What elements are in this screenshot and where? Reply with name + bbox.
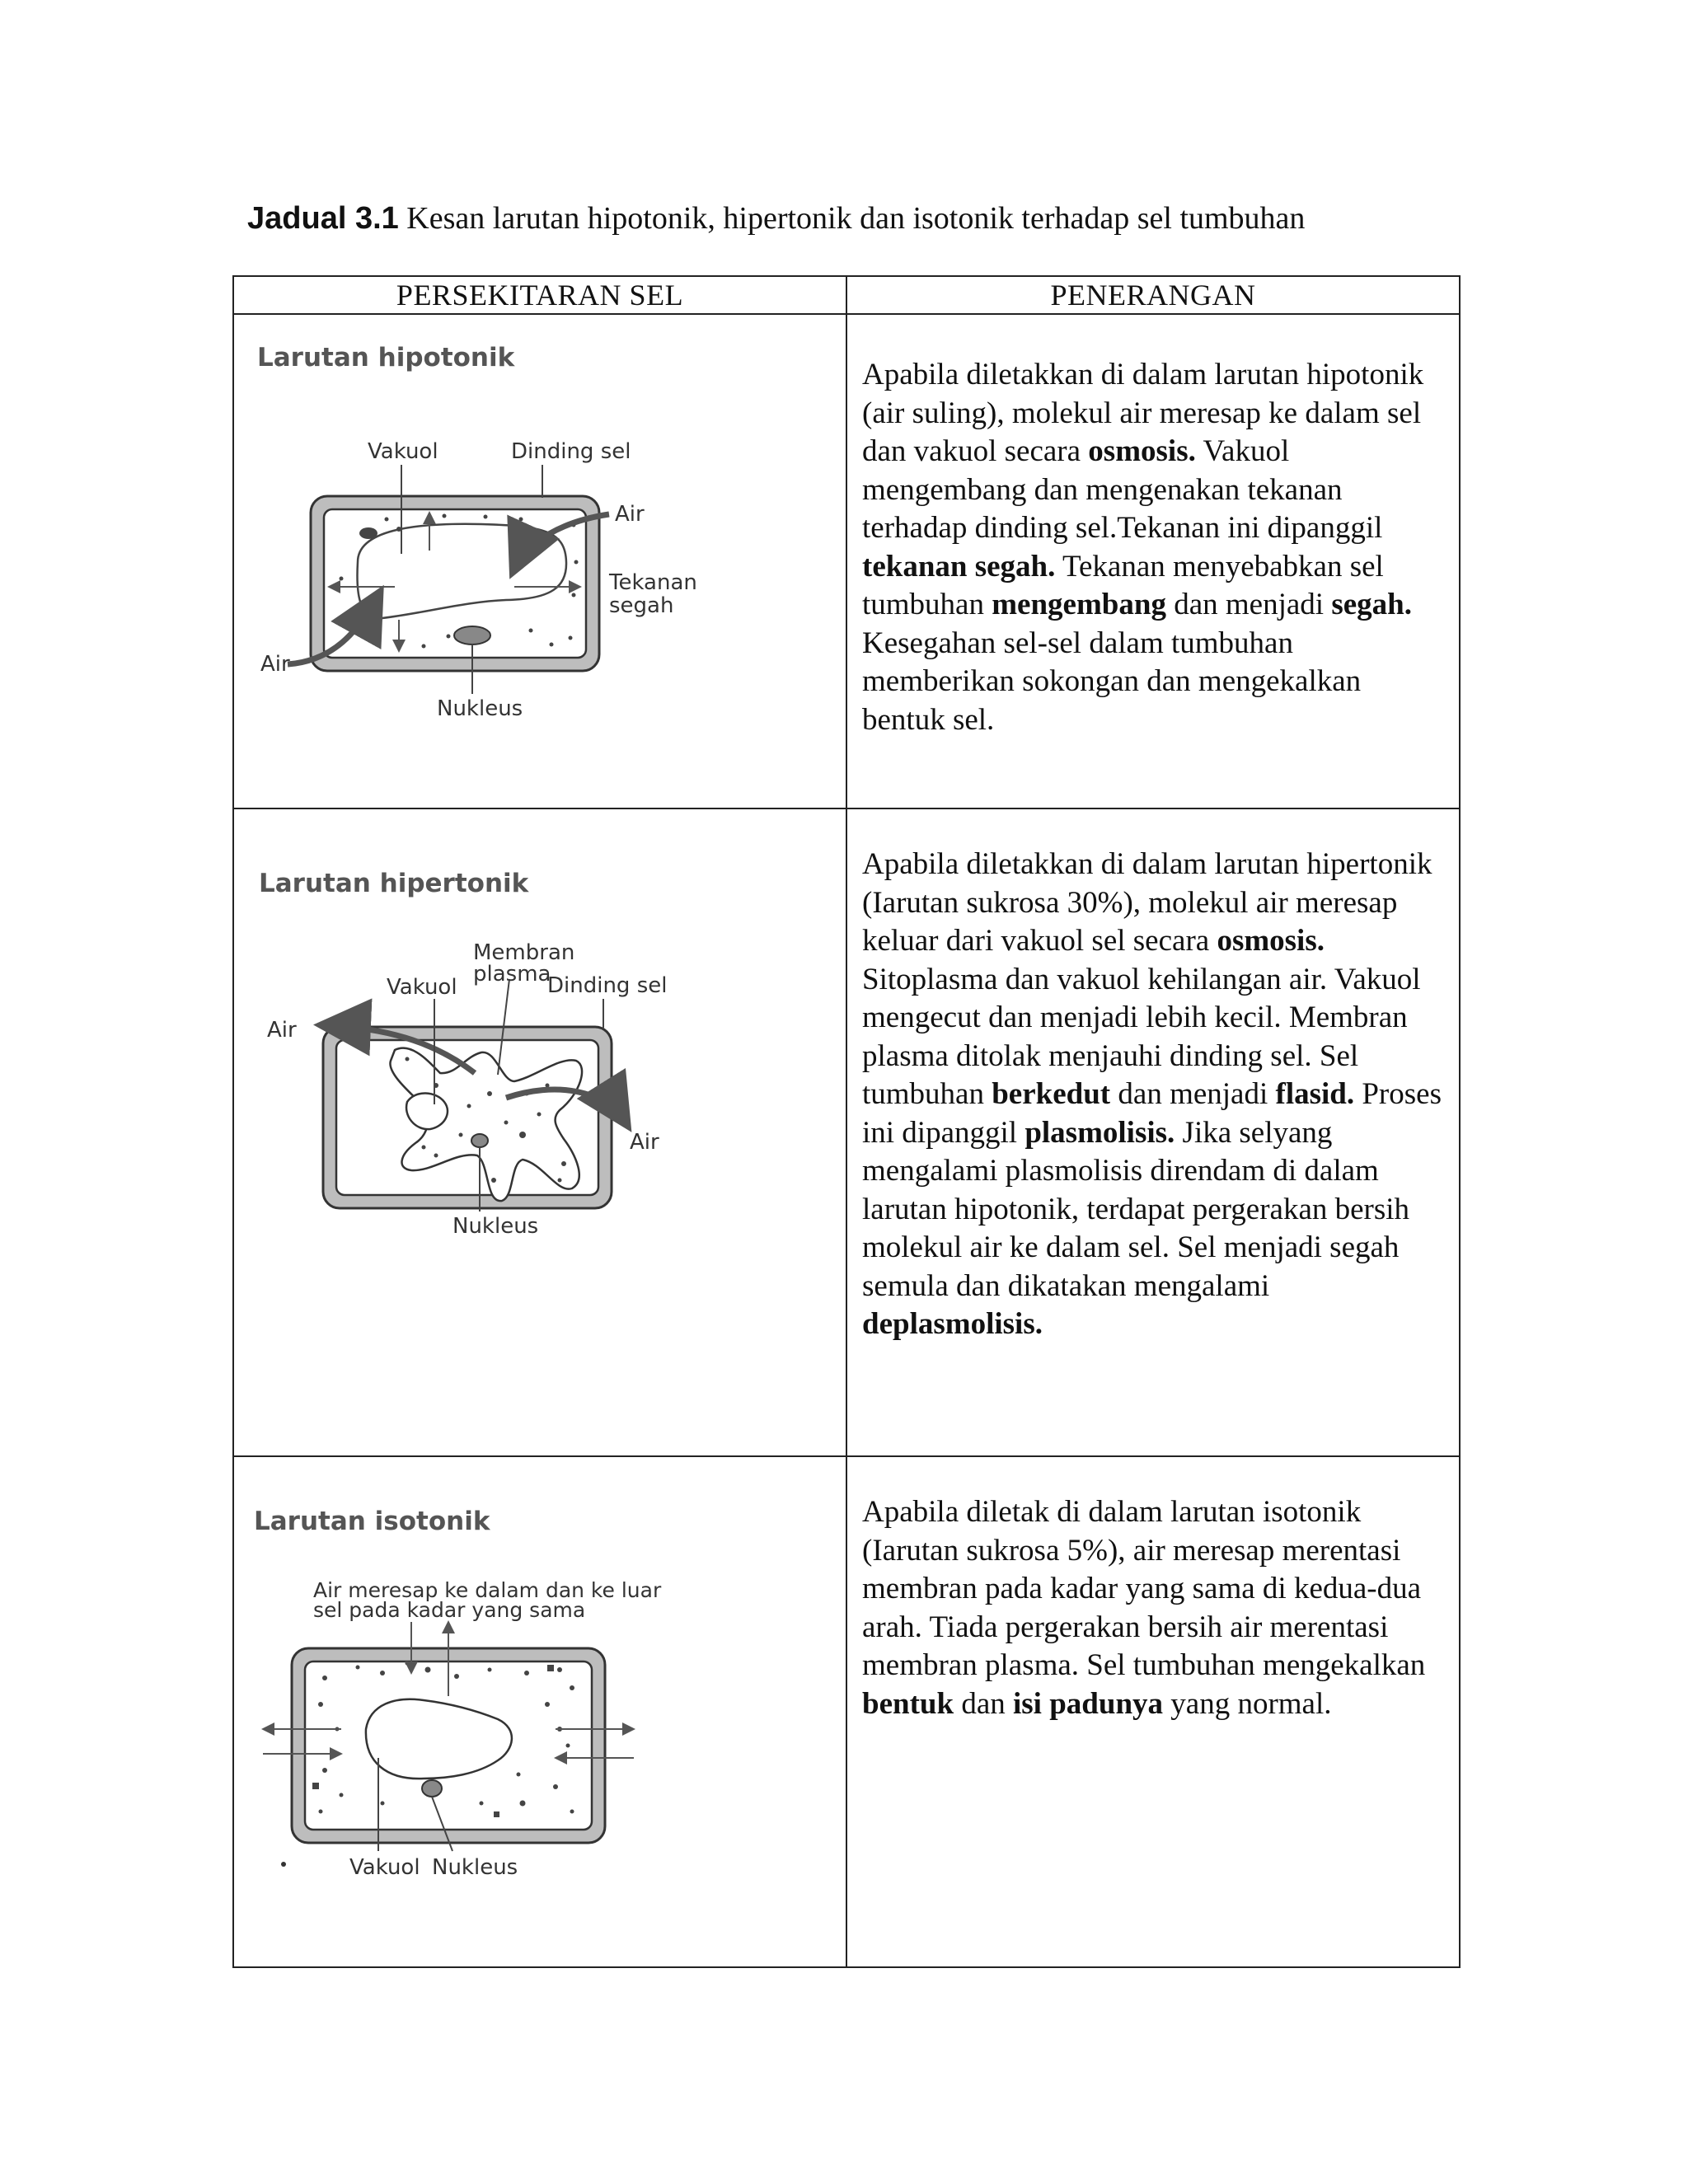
- hypotonic-cell-diagram: [234, 315, 846, 809]
- bold-term: berkedut: [992, 1077, 1111, 1111]
- label-plasma: plasma: [473, 962, 551, 987]
- header-penerangan: PENERANGAN: [846, 276, 1460, 314]
- description-text: Apabila diletak di dalam larutan isotonik (Iarutan sukrosa 5%), air meresap merentasi membran pada kadar yang sama di kedua-dua arah. Tiada pergerakan bersih air merentasi membran plasma. Sel tumbuhan mengekalkan: [862, 1495, 1426, 1682]
- table-row-hipotonik: [233, 314, 1460, 808]
- figure-cell-hipotonik: [233, 314, 846, 808]
- description-hipertonik: [847, 846, 1459, 1344]
- label-top-line1: Air meresap ke dalam dan ke luar: [313, 1578, 662, 1602]
- description-cell-isotonik: [846, 1456, 1460, 1967]
- label-air-in: Air: [615, 502, 645, 527]
- table-row-hipertonik: [233, 808, 1460, 1456]
- figure-cell-hipertonik: [233, 808, 846, 1456]
- table-header-row: [233, 276, 1460, 314]
- label-membran: Membran: [473, 940, 575, 965]
- bold-term: deplasmolisis.: [862, 1307, 1043, 1341]
- label-segah: segah: [609, 593, 674, 618]
- label-dinding-sel: Dinding sel: [547, 973, 668, 998]
- label-vakuol: Vakuol: [349, 1855, 420, 1880]
- label-nukleus: Nukleus: [432, 1855, 518, 1880]
- label-dinding-sel: Dinding sel: [511, 439, 631, 464]
- label-nukleus: Nukleus: [452, 1214, 539, 1239]
- label-vakuol: Vakuol: [387, 975, 457, 1000]
- bold-term: osmosis.: [1088, 434, 1196, 468]
- table-row-isotonik: [233, 1456, 1460, 1967]
- hypertonic-cell-diagram: [234, 809, 846, 1457]
- label-air-left: Air: [267, 1018, 297, 1043]
- bold-term: mengembang: [992, 588, 1166, 621]
- bold-term: bentuk: [862, 1686, 954, 1721]
- description-text: Apabila diletakkan di dalam larutan hipotonik (air suling), molekul air meresap ke dalam sel dan vakuol secara: [862, 358, 1424, 468]
- description-cell-hipotonik: [846, 314, 1460, 808]
- bold-term: tekanan segah.: [862, 549, 1056, 583]
- figure-title-hipertonik: Larutan hipertonik: [259, 869, 529, 898]
- label-air-right: Air: [630, 1130, 659, 1155]
- caption-text: Kesan larutan hipotonik, hipertonik dan isotonik terhadap sel tumbuhan: [398, 201, 1306, 236]
- description-isotonik: [847, 1493, 1459, 1723]
- label-tekanan: Tekanan: [609, 570, 697, 595]
- figure-title-isotonik: Larutan isotonik: [254, 1507, 490, 1536]
- label-air-out: Air: [260, 652, 290, 677]
- description-text: yang normal.: [1163, 1686, 1332, 1721]
- bold-term: plasmolisis.: [1025, 1115, 1175, 1150]
- header-persekitaran-sel: PERSEKITARAN SEL: [233, 276, 846, 314]
- description-text: Apabila diletakkan di dalam larutan hipertonik (Iarutan sukrosa 30%), molekul air meresap keluar dari vakuol sel secara: [862, 847, 1432, 958]
- table-caption: [247, 198, 1484, 239]
- description-cell-hipertonik: [846, 808, 1460, 1456]
- bold-term: isi padunya: [1013, 1686, 1164, 1721]
- description-text: dan: [954, 1686, 1013, 1721]
- bold-term: segah.: [1331, 588, 1412, 621]
- description-text: Vakuol mengembang dan mengenakan tekanan terhadap dinding sel.Tekanan ini dipanggil: [862, 434, 1383, 545]
- caption-label: Jadual 3.1: [247, 201, 399, 236]
- bold-term: osmosis.: [1217, 924, 1325, 958]
- description-text: Tekanan menyebabkan sel tumbuhan: [862, 549, 1384, 621]
- description-text: Sitoplasma dan vakuol kehilangan air. Vakuol mengecut dan menjadi lebih kecil. Membran plasma ditolak menjauhi dinding sel. Sel tumbuhan: [862, 962, 1421, 1111]
- label-vakuol: Vakuol: [368, 439, 438, 464]
- description-text: Jika selyang mengalami plasmolisis direndam di dalam larutan hipotonik, terdapat pergerakan bersih molekul air ke dalam sel. Sel menjadi segah semula dan dikatakan mengalami: [862, 1115, 1410, 1303]
- description-text: dan menjadi: [1110, 1077, 1276, 1111]
- cell-environment-table: [232, 275, 1461, 1968]
- label-top-line2: sel pada kadar yang sama: [313, 1598, 586, 1622]
- description-text: Kesegahan sel-sel dalam tumbuhan memberikan sokongan dan mengekalkan bentuk sel.: [862, 626, 1362, 737]
- figure-cell-isotonik: [233, 1456, 846, 1967]
- bold-term: flasid.: [1275, 1077, 1355, 1111]
- description-text: dan menjadi: [1165, 588, 1332, 621]
- label-nukleus: Nukleus: [437, 696, 523, 721]
- description-hipotonik: [847, 356, 1459, 739]
- figure-title-hipotonik: Larutan hipotonik: [257, 343, 515, 373]
- isotonic-cell-diagram: [234, 1457, 846, 1968]
- description-text: Proses ini dipanggil: [862, 1077, 1442, 1150]
